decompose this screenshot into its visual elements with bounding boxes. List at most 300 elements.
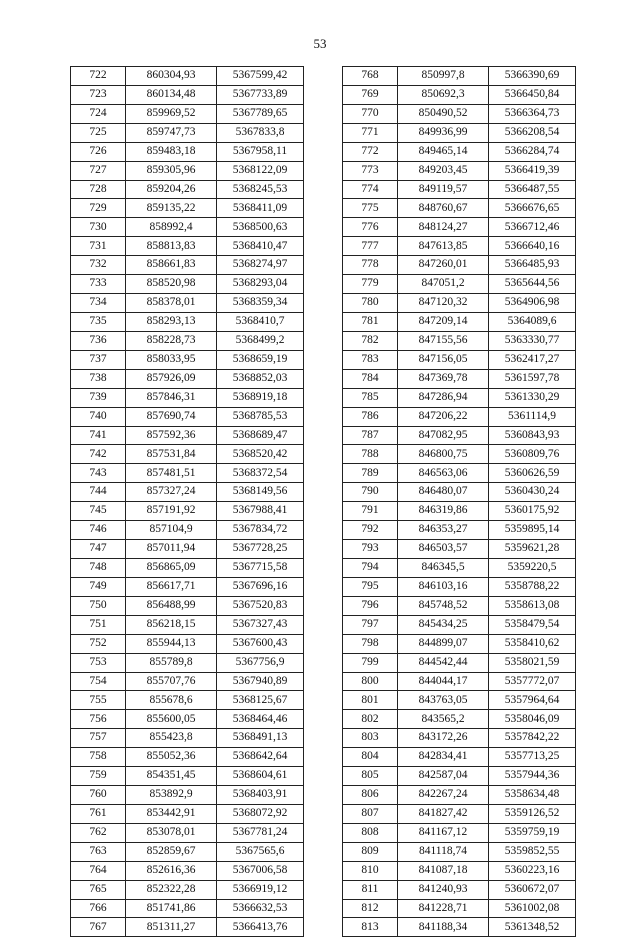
point-number-cell: 767 — [71, 918, 126, 937]
point-number-cell: 796 — [343, 596, 398, 615]
table-row — [71, 123, 304, 142]
point-number-cell: 771 — [343, 123, 398, 142]
table-row — [71, 861, 304, 880]
point-number-cell: 737 — [71, 350, 126, 369]
x-coordinate-cell: 843565,2 — [398, 710, 489, 729]
y-coordinate-cell: 5367696,16 — [217, 577, 304, 596]
point-number-cell: 744 — [71, 483, 126, 502]
x-coordinate-cell: 857592,36 — [126, 426, 217, 445]
table-row — [71, 880, 304, 899]
point-number-cell: 784 — [343, 369, 398, 388]
table-row — [71, 369, 304, 388]
y-coordinate-cell: 5366487,55 — [489, 180, 576, 199]
x-coordinate-cell: 860134,48 — [126, 85, 217, 104]
table-row — [343, 312, 576, 331]
y-coordinate-cell: 5357964,64 — [489, 691, 576, 710]
y-coordinate-cell: 5367789,65 — [217, 104, 304, 123]
point-number-cell: 812 — [343, 899, 398, 918]
y-coordinate-cell: 5358410,62 — [489, 634, 576, 653]
coordinates-table-right — [342, 66, 576, 937]
point-number-cell: 752 — [71, 634, 126, 653]
point-number-cell: 761 — [71, 804, 126, 823]
table-row — [71, 502, 304, 521]
x-coordinate-cell: 846480,07 — [398, 483, 489, 502]
table-row — [71, 804, 304, 823]
x-coordinate-cell: 842267,24 — [398, 786, 489, 805]
x-coordinate-cell: 841118,74 — [398, 842, 489, 861]
table-row — [343, 350, 576, 369]
page-number: 53 — [313, 36, 327, 51]
point-number-cell: 781 — [343, 312, 398, 331]
y-coordinate-cell: 5357772,07 — [489, 672, 576, 691]
y-coordinate-cell: 5357944,36 — [489, 767, 576, 786]
point-number-cell: 727 — [71, 161, 126, 180]
table-row — [71, 634, 304, 653]
table-row — [343, 861, 576, 880]
x-coordinate-cell: 857846,31 — [126, 388, 217, 407]
table-row — [343, 748, 576, 767]
table-row — [343, 426, 576, 445]
point-number-cell: 804 — [343, 748, 398, 767]
point-number-cell: 765 — [71, 880, 126, 899]
x-coordinate-cell: 858520,98 — [126, 275, 217, 294]
x-coordinate-cell: 859969,52 — [126, 104, 217, 123]
x-coordinate-cell: 858661,83 — [126, 256, 217, 275]
x-coordinate-cell: 853892,9 — [126, 786, 217, 805]
x-coordinate-cell: 852322,28 — [126, 880, 217, 899]
table-row — [71, 464, 304, 483]
point-number-cell: 757 — [71, 729, 126, 748]
point-number-cell: 809 — [343, 842, 398, 861]
table-row — [71, 104, 304, 123]
point-number-cell: 739 — [71, 388, 126, 407]
y-coordinate-cell: 5368642,64 — [217, 748, 304, 767]
table-row — [343, 596, 576, 615]
y-coordinate-cell: 5368689,47 — [217, 426, 304, 445]
point-number-cell: 726 — [71, 142, 126, 161]
y-coordinate-cell: 5368359,34 — [217, 294, 304, 313]
point-number-cell: 733 — [71, 275, 126, 294]
x-coordinate-cell: 847260,01 — [398, 256, 489, 275]
x-coordinate-cell: 848124,27 — [398, 218, 489, 237]
y-coordinate-cell: 5359220,5 — [489, 558, 576, 577]
point-number-cell: 729 — [71, 199, 126, 218]
x-coordinate-cell: 847613,85 — [398, 237, 489, 256]
table-row — [343, 653, 576, 672]
x-coordinate-cell: 847051,2 — [398, 275, 489, 294]
x-coordinate-cell: 846345,5 — [398, 558, 489, 577]
y-coordinate-cell: 5367756,9 — [217, 653, 304, 672]
point-number-cell: 754 — [71, 672, 126, 691]
x-coordinate-cell: 855789,8 — [126, 653, 217, 672]
point-number-cell: 810 — [343, 861, 398, 880]
y-coordinate-cell: 5361114,9 — [489, 407, 576, 426]
x-coordinate-cell: 847286,94 — [398, 388, 489, 407]
y-coordinate-cell: 5367565,6 — [217, 842, 304, 861]
table-row — [343, 85, 576, 104]
table-row — [71, 199, 304, 218]
x-coordinate-cell: 857104,9 — [126, 521, 217, 540]
table-row — [71, 426, 304, 445]
y-coordinate-cell: 5366632,53 — [217, 899, 304, 918]
point-number-cell: 782 — [343, 331, 398, 350]
y-coordinate-cell: 5367006,58 — [217, 861, 304, 880]
point-number-cell: 793 — [343, 540, 398, 559]
table-row — [71, 596, 304, 615]
y-coordinate-cell: 5367958,11 — [217, 142, 304, 161]
point-number-cell: 722 — [71, 67, 126, 86]
point-number-cell: 801 — [343, 691, 398, 710]
point-number-cell: 769 — [343, 85, 398, 104]
table-row — [343, 729, 576, 748]
y-coordinate-cell: 5366364,73 — [489, 104, 576, 123]
y-coordinate-cell: 5360672,07 — [489, 880, 576, 899]
x-coordinate-cell: 852616,36 — [126, 861, 217, 880]
table-row — [343, 672, 576, 691]
y-coordinate-cell: 5358046,09 — [489, 710, 576, 729]
table-row — [343, 369, 576, 388]
y-coordinate-cell: 5368072,92 — [217, 804, 304, 823]
x-coordinate-cell: 846800,75 — [398, 445, 489, 464]
y-coordinate-cell: 5357713,25 — [489, 748, 576, 767]
table-row — [343, 842, 576, 861]
point-number-cell: 780 — [343, 294, 398, 313]
point-number-cell: 763 — [71, 842, 126, 861]
point-number-cell: 734 — [71, 294, 126, 313]
point-number-cell: 748 — [71, 558, 126, 577]
table-row — [71, 710, 304, 729]
y-coordinate-cell: 5363330,77 — [489, 331, 576, 350]
x-coordinate-cell: 858992,4 — [126, 218, 217, 237]
point-number-cell: 775 — [343, 199, 398, 218]
y-coordinate-cell: 5359759,19 — [489, 823, 576, 842]
y-coordinate-cell: 5367599,42 — [217, 67, 304, 86]
y-coordinate-cell: 5362417,27 — [489, 350, 576, 369]
x-coordinate-cell: 857690,74 — [126, 407, 217, 426]
point-number-cell: 745 — [71, 502, 126, 521]
y-coordinate-cell: 5368604,61 — [217, 767, 304, 786]
x-coordinate-cell: 845748,52 — [398, 596, 489, 615]
table-row — [71, 483, 304, 502]
y-coordinate-cell: 5367833,8 — [217, 123, 304, 142]
y-coordinate-cell: 5368520,42 — [217, 445, 304, 464]
y-coordinate-cell: 5368499,2 — [217, 331, 304, 350]
y-coordinate-cell: 5360809,76 — [489, 445, 576, 464]
table-row — [71, 918, 304, 937]
point-number-cell: 774 — [343, 180, 398, 199]
y-coordinate-cell: 5368293,04 — [217, 275, 304, 294]
point-number-cell: 772 — [343, 142, 398, 161]
x-coordinate-cell: 857011,94 — [126, 540, 217, 559]
x-coordinate-cell: 849465,14 — [398, 142, 489, 161]
table-row — [343, 918, 576, 937]
x-coordinate-cell: 842834,41 — [398, 748, 489, 767]
table-row — [343, 237, 576, 256]
table-row — [343, 577, 576, 596]
y-coordinate-cell: 5357842,22 — [489, 729, 576, 748]
x-coordinate-cell: 846503,57 — [398, 540, 489, 559]
x-coordinate-cell: 847155,56 — [398, 331, 489, 350]
x-coordinate-cell: 842587,04 — [398, 767, 489, 786]
x-coordinate-cell: 841167,12 — [398, 823, 489, 842]
point-number-cell: 746 — [71, 521, 126, 540]
y-coordinate-cell: 5361002,08 — [489, 899, 576, 918]
x-coordinate-cell: 855052,36 — [126, 748, 217, 767]
x-coordinate-cell: 857531,84 — [126, 445, 217, 464]
x-coordinate-cell: 848760,67 — [398, 199, 489, 218]
y-coordinate-cell: 5366413,76 — [217, 918, 304, 937]
table-row — [343, 615, 576, 634]
y-coordinate-cell: 5359126,52 — [489, 804, 576, 823]
table-row — [343, 123, 576, 142]
y-coordinate-cell: 5366284,74 — [489, 142, 576, 161]
x-coordinate-cell: 859483,18 — [126, 142, 217, 161]
y-coordinate-cell: 5358634,48 — [489, 786, 576, 805]
point-number-cell: 732 — [71, 256, 126, 275]
point-number-cell: 776 — [343, 218, 398, 237]
y-coordinate-cell: 5359621,28 — [489, 540, 576, 559]
y-coordinate-cell: 5367327,43 — [217, 615, 304, 634]
x-coordinate-cell: 857481,51 — [126, 464, 217, 483]
table-row — [343, 218, 576, 237]
x-coordinate-cell: 841188,34 — [398, 918, 489, 937]
table-row — [343, 294, 576, 313]
x-coordinate-cell: 844044,17 — [398, 672, 489, 691]
point-number-cell: 786 — [343, 407, 398, 426]
table-row — [71, 653, 304, 672]
table-row — [71, 161, 304, 180]
table-row — [343, 558, 576, 577]
table-row — [343, 767, 576, 786]
x-coordinate-cell: 844899,07 — [398, 634, 489, 653]
x-coordinate-cell: 849119,57 — [398, 180, 489, 199]
point-number-cell: 773 — [343, 161, 398, 180]
y-coordinate-cell: 5359895,14 — [489, 521, 576, 540]
x-coordinate-cell: 858228,73 — [126, 331, 217, 350]
y-coordinate-cell: 5367728,25 — [217, 540, 304, 559]
x-coordinate-cell: 845434,25 — [398, 615, 489, 634]
y-coordinate-cell: 5360175,92 — [489, 502, 576, 521]
table-row — [71, 85, 304, 104]
y-coordinate-cell: 5368125,67 — [217, 691, 304, 710]
point-number-cell: 805 — [343, 767, 398, 786]
y-coordinate-cell: 5366640,16 — [489, 237, 576, 256]
x-coordinate-cell: 855944,13 — [126, 634, 217, 653]
table-row — [343, 275, 576, 294]
table-row — [71, 445, 304, 464]
coordinates-table-left — [70, 66, 304, 937]
x-coordinate-cell: 856865,09 — [126, 558, 217, 577]
y-coordinate-cell: 5367781,24 — [217, 823, 304, 842]
table-row — [343, 880, 576, 899]
x-coordinate-cell: 855423,8 — [126, 729, 217, 748]
table-row — [71, 823, 304, 842]
table-row — [71, 729, 304, 748]
y-coordinate-cell: 5358479,54 — [489, 615, 576, 634]
point-number-cell: 753 — [71, 653, 126, 672]
y-coordinate-cell: 5368149,56 — [217, 483, 304, 502]
point-number-cell: 764 — [71, 861, 126, 880]
y-coordinate-cell: 5368919,18 — [217, 388, 304, 407]
x-coordinate-cell: 859747,73 — [126, 123, 217, 142]
x-coordinate-cell: 854351,45 — [126, 767, 217, 786]
table-row — [71, 388, 304, 407]
point-number-cell: 783 — [343, 350, 398, 369]
point-number-cell: 791 — [343, 502, 398, 521]
x-coordinate-cell: 857191,92 — [126, 502, 217, 521]
table-row — [71, 748, 304, 767]
point-number-cell: 792 — [343, 521, 398, 540]
y-coordinate-cell: 5367733,89 — [217, 85, 304, 104]
x-coordinate-cell: 859305,96 — [126, 161, 217, 180]
point-number-cell: 755 — [71, 691, 126, 710]
y-coordinate-cell: 5366419,39 — [489, 161, 576, 180]
y-coordinate-cell: 5368122,09 — [217, 161, 304, 180]
point-number-cell: 759 — [71, 767, 126, 786]
point-number-cell: 728 — [71, 180, 126, 199]
table-row — [343, 199, 576, 218]
y-coordinate-cell: 5368491,13 — [217, 729, 304, 748]
x-coordinate-cell: 843763,05 — [398, 691, 489, 710]
table-row — [343, 691, 576, 710]
table-row — [71, 331, 304, 350]
table-row — [343, 256, 576, 275]
x-coordinate-cell: 847156,05 — [398, 350, 489, 369]
x-coordinate-cell: 849203,45 — [398, 161, 489, 180]
y-coordinate-cell: 5366208,54 — [489, 123, 576, 142]
x-coordinate-cell: 859204,26 — [126, 180, 217, 199]
y-coordinate-cell: 5361330,29 — [489, 388, 576, 407]
x-coordinate-cell: 846353,27 — [398, 521, 489, 540]
y-coordinate-cell: 5366390,69 — [489, 67, 576, 86]
table-row — [343, 161, 576, 180]
x-coordinate-cell: 841240,93 — [398, 880, 489, 899]
x-coordinate-cell: 846563,06 — [398, 464, 489, 483]
table-row — [71, 615, 304, 634]
y-coordinate-cell: 5368410,7 — [217, 312, 304, 331]
point-number-cell: 789 — [343, 464, 398, 483]
table-row — [71, 672, 304, 691]
x-coordinate-cell: 860304,93 — [126, 67, 217, 86]
point-number-cell: 798 — [343, 634, 398, 653]
x-coordinate-cell: 846103,16 — [398, 577, 489, 596]
y-coordinate-cell: 5368785,53 — [217, 407, 304, 426]
table-row — [71, 558, 304, 577]
point-number-cell: 750 — [71, 596, 126, 615]
x-coordinate-cell: 847082,95 — [398, 426, 489, 445]
y-coordinate-cell: 5368410,47 — [217, 237, 304, 256]
y-coordinate-cell: 5366485,93 — [489, 256, 576, 275]
y-coordinate-cell: 5360223,16 — [489, 861, 576, 880]
point-number-cell: 807 — [343, 804, 398, 823]
point-number-cell: 803 — [343, 729, 398, 748]
x-coordinate-cell: 853442,91 — [126, 804, 217, 823]
y-coordinate-cell: 5360843,93 — [489, 426, 576, 445]
table-row — [71, 294, 304, 313]
table-row — [71, 180, 304, 199]
point-number-cell: 778 — [343, 256, 398, 275]
table-row — [71, 312, 304, 331]
y-coordinate-cell: 5368500,63 — [217, 218, 304, 237]
x-coordinate-cell: 849936,99 — [398, 123, 489, 142]
table-row — [343, 331, 576, 350]
y-coordinate-cell: 5366450,84 — [489, 85, 576, 104]
y-coordinate-cell: 5368852,03 — [217, 369, 304, 388]
x-coordinate-cell: 851311,27 — [126, 918, 217, 937]
point-number-cell: 777 — [343, 237, 398, 256]
y-coordinate-cell: 5367988,41 — [217, 502, 304, 521]
point-number-cell: 756 — [71, 710, 126, 729]
table-row — [343, 786, 576, 805]
y-coordinate-cell: 5366676,65 — [489, 199, 576, 218]
point-number-cell: 768 — [343, 67, 398, 86]
y-coordinate-cell: 5367940,89 — [217, 672, 304, 691]
y-coordinate-cell: 5367520,83 — [217, 596, 304, 615]
point-number-cell: 788 — [343, 445, 398, 464]
x-coordinate-cell: 857327,24 — [126, 483, 217, 502]
table-row — [343, 634, 576, 653]
y-coordinate-cell: 5368464,46 — [217, 710, 304, 729]
table-row — [343, 388, 576, 407]
point-number-cell: 747 — [71, 540, 126, 559]
table-row — [343, 540, 576, 559]
x-coordinate-cell: 857926,09 — [126, 369, 217, 388]
table-row — [71, 691, 304, 710]
table-row — [71, 218, 304, 237]
table-row — [343, 710, 576, 729]
table-row — [71, 67, 304, 86]
x-coordinate-cell: 856617,71 — [126, 577, 217, 596]
point-number-cell: 725 — [71, 123, 126, 142]
x-coordinate-cell: 856488,99 — [126, 596, 217, 615]
table-row — [343, 804, 576, 823]
table-row — [343, 899, 576, 918]
point-number-cell: 808 — [343, 823, 398, 842]
point-number-cell: 787 — [343, 426, 398, 445]
point-number-cell: 790 — [343, 483, 398, 502]
x-coordinate-cell: 847369,78 — [398, 369, 489, 388]
table-row — [343, 180, 576, 199]
y-coordinate-cell: 5368274,97 — [217, 256, 304, 275]
y-coordinate-cell: 5358613,08 — [489, 596, 576, 615]
point-number-cell: 797 — [343, 615, 398, 634]
y-coordinate-cell: 5365644,56 — [489, 275, 576, 294]
x-coordinate-cell: 844542,44 — [398, 653, 489, 672]
point-number-cell: 811 — [343, 880, 398, 899]
y-coordinate-cell: 5360626,59 — [489, 464, 576, 483]
y-coordinate-cell: 5364089,6 — [489, 312, 576, 331]
point-number-cell: 731 — [71, 237, 126, 256]
point-number-cell: 736 — [71, 331, 126, 350]
x-coordinate-cell: 855678,6 — [126, 691, 217, 710]
point-number-cell: 802 — [343, 710, 398, 729]
x-coordinate-cell: 858033,95 — [126, 350, 217, 369]
x-coordinate-cell: 851741,86 — [126, 899, 217, 918]
x-coordinate-cell: 855707,76 — [126, 672, 217, 691]
y-coordinate-cell: 5366919,12 — [217, 880, 304, 899]
x-coordinate-cell: 843172,26 — [398, 729, 489, 748]
point-number-cell: 813 — [343, 918, 398, 937]
point-number-cell: 751 — [71, 615, 126, 634]
point-number-cell: 799 — [343, 653, 398, 672]
y-coordinate-cell: 5359852,55 — [489, 842, 576, 861]
point-number-cell: 800 — [343, 672, 398, 691]
point-number-cell: 770 — [343, 104, 398, 123]
x-coordinate-cell: 859135,22 — [126, 199, 217, 218]
point-number-cell: 735 — [71, 312, 126, 331]
x-coordinate-cell: 847206,22 — [398, 407, 489, 426]
point-number-cell: 738 — [71, 369, 126, 388]
